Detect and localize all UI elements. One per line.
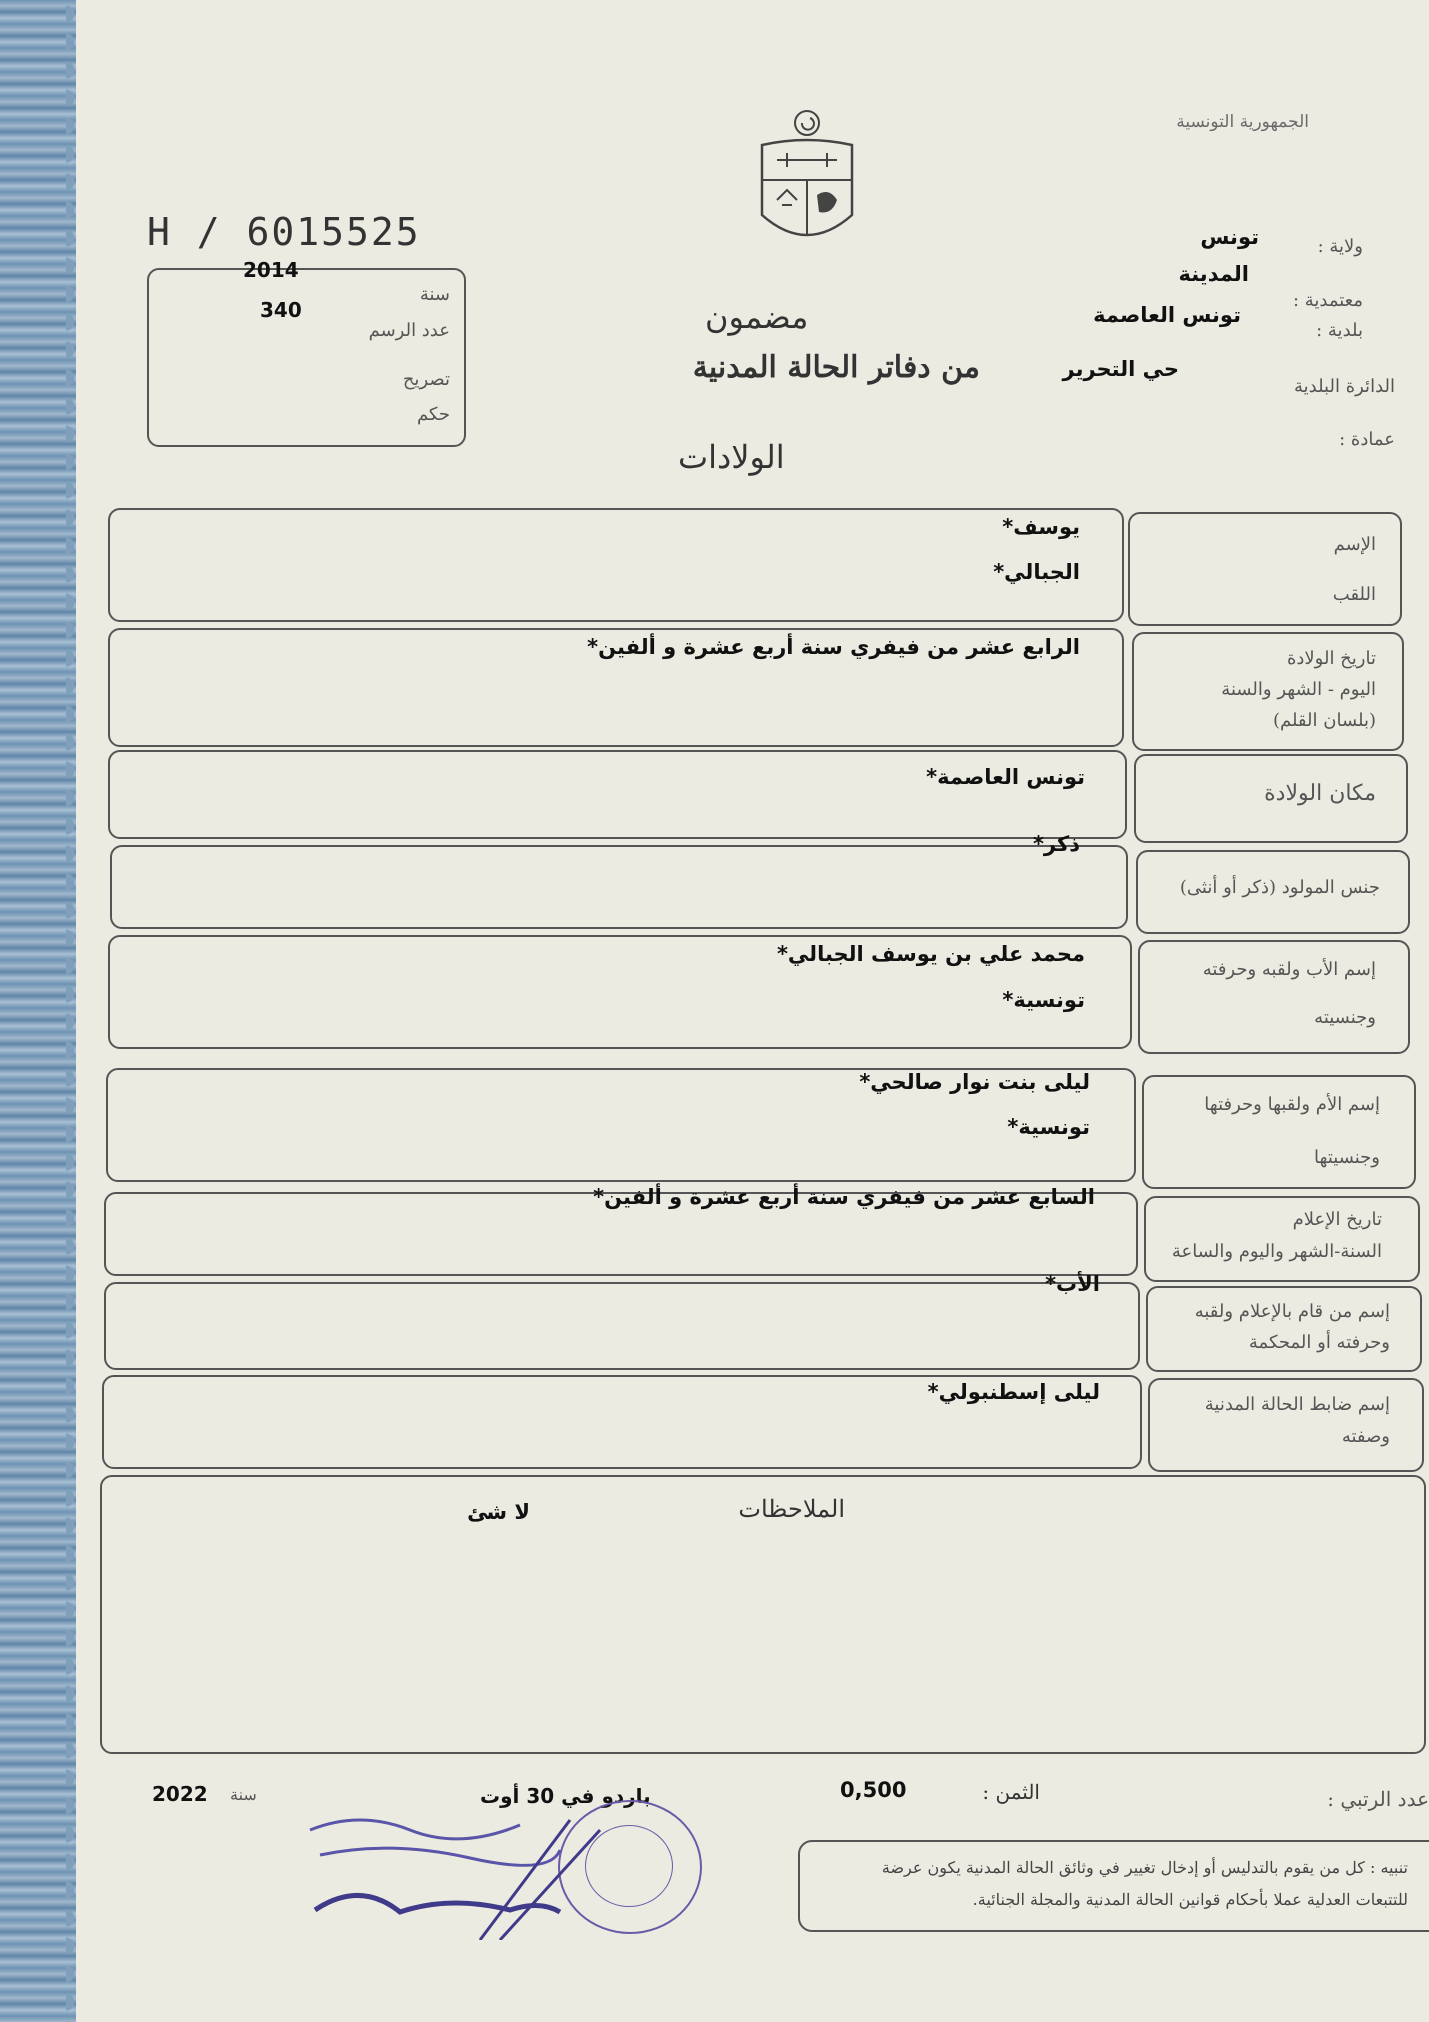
sex-value-box — [110, 845, 1128, 929]
mother-name-value: ليلى بنت نوار صالحي* — [859, 1070, 1090, 1094]
surname-label: اللقب — [1332, 584, 1376, 605]
name-label: الإسم — [1333, 534, 1376, 555]
municipality-label: بلدية : — [1316, 320, 1363, 341]
declarant-label-line1: إسم من قام بالإعلام ولقبه — [1194, 1301, 1390, 1322]
fee-number-label: عدد الرسم — [368, 320, 450, 341]
remarks-value: لا شئ — [467, 1500, 530, 1524]
document-title-births: الولادات — [678, 438, 785, 476]
birth-place-label: مكان الولادة — [1264, 781, 1376, 806]
declarant-value: الأب* — [1045, 1272, 1100, 1296]
mother-nationality-value: تونسية* — [1007, 1115, 1090, 1139]
declaration-date-label-line1: تاريخ الإعلام — [1292, 1209, 1382, 1230]
birth-place-value: تونس العاصمة* — [926, 765, 1085, 789]
birth-date-label — [1140, 643, 1376, 736]
governorate-label: ولاية : — [1317, 236, 1363, 257]
delegation-value: المدينة — [1178, 262, 1249, 286]
serial-number: H / 6015525 — [147, 210, 421, 254]
father-label-line1: إسم الأب ولقبه وحرفته — [1202, 959, 1376, 980]
year-label: سنة — [419, 284, 450, 305]
signature-stamp — [300, 1800, 620, 1946]
father-name-value: محمد علي بن يوسف الجبالي* — [776, 942, 1085, 966]
warning-line1: تنبيه : كل من يقوم بالتدليس أو إدخال تغيير في وثائق الحالة المدنية يكون عرضة — [881, 1858, 1408, 1877]
birth-date-value: الرابع عشر من فيفري سنة أربع عشرة و ألفين* — [587, 635, 1080, 659]
judgment-label: حكم — [416, 404, 450, 425]
officer-label-line2: وصفته — [1341, 1426, 1390, 1447]
declaration-date-value: السابع عشر من فيفري سنة أربع عشرة و ألفين* — [593, 1185, 1095, 1209]
father-label-line2: وجنسيته — [1314, 1007, 1376, 1028]
governorate-value: تونس — [1200, 225, 1259, 249]
first-name-value: يوسف* — [1002, 515, 1080, 539]
remarks-label: الملاحظات — [738, 1495, 845, 1523]
decorative-border — [0, 0, 76, 2022]
document-title-registers: من دفاتر الحالة المدنية — [692, 350, 980, 385]
document-title-extract: مضمون — [705, 298, 809, 336]
declaration-label: تصريح — [402, 369, 450, 390]
district-value: حي التحرير — [1062, 357, 1179, 381]
sector-label: عمادة : — [1339, 429, 1395, 450]
birth-date-label-line3: (بلسان القلم) — [1272, 710, 1376, 731]
birth-place-value-box — [108, 750, 1127, 839]
coat-of-arms-icon — [752, 105, 862, 255]
warning-line2: للتتبعات العدلية عملا بأحكام قوانين الحالة المدنية والمجلة الجنائية. — [972, 1890, 1408, 1909]
serial-footer-label: عدد الرتبي : — [1327, 1787, 1429, 1811]
birth-date-label-line2: اليوم - الشهر والسنة — [1221, 679, 1376, 700]
warning-text — [808, 1852, 1408, 1916]
sex-label: جنس المولود (ذكر أو أنثى) — [1179, 877, 1380, 898]
issue-year-value: 2022 — [152, 1782, 208, 1806]
father-nationality-value: تونسية* — [1002, 988, 1085, 1012]
issue-date-value: باردو في 30 أوت — [480, 1784, 651, 1808]
republic-header: الجمهورية التونسية — [1176, 112, 1309, 132]
officer-value: ليلى إسطنبولي* — [927, 1380, 1100, 1404]
price-value: 0,500 — [840, 1778, 907, 1802]
delegation-label: معتمدية : — [1292, 290, 1363, 311]
registration-year: 2014 — [243, 258, 299, 282]
birth-date-label-line1: تاريخ الولادة — [1286, 648, 1376, 669]
issue-year-label: سنة — [230, 1785, 257, 1804]
officer-label-line1: إسم ضابط الحالة المدنية — [1204, 1394, 1390, 1415]
sex-value: ذكر* — [1032, 832, 1080, 856]
price-label: الثمن : — [982, 1780, 1040, 1804]
last-name-value: الجبالي* — [993, 560, 1080, 584]
district-label: الدائرة البلدية — [1293, 376, 1395, 397]
registration-number: 340 — [260, 298, 302, 322]
declaration-date-label-line2: السنة-الشهر واليوم والساعة — [1171, 1241, 1382, 1262]
declarant-label-line2: وحرفته أو المحكمة — [1248, 1332, 1390, 1353]
mother-label-line2: وجنسيتها — [1314, 1147, 1380, 1168]
municipality-value: تونس العاصمة — [1093, 303, 1241, 327]
mother-label-line1: إسم الأم ولقبها وحرفتها — [1204, 1094, 1380, 1115]
